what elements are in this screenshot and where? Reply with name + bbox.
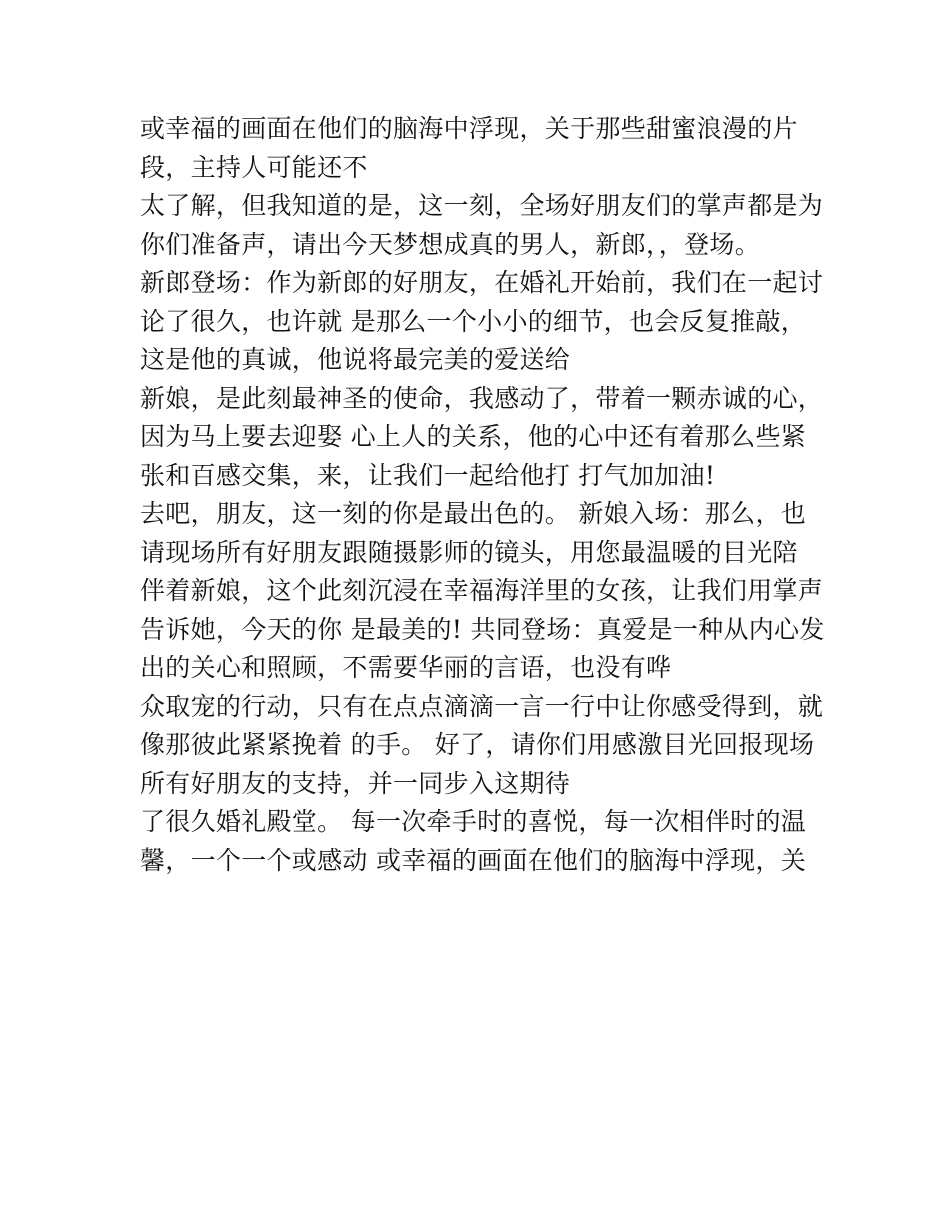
text-line: 像那彼此紧紧挽着 的手。 好了，请你们用感激目光回报现场 (140, 730, 815, 759)
text-line: 新郎登场：作为新郎的好朋友，在婚礼开始前，我们在一起讨 (140, 268, 824, 297)
text-line: 或幸福的画面在他们的脑海中浮现，关于那些甜蜜浪漫的片 (140, 114, 798, 143)
text-line: 段，主持人可能还不 (140, 152, 368, 182)
text-line: 告诉她，今天的你 是最美的! 共同登场：真爱是一种从内心发 (140, 614, 825, 644)
body-text (140, 110, 840, 880)
text-line: 出的关心和照顾，不需要华丽的言语，也没有哗 (140, 653, 672, 682)
text-line: 因为马上要去迎娶 心上人的关系，他的心中还有着那么些紧 (140, 422, 807, 451)
text-line: 了很久婚礼殿堂。 每一次牵手时的喜悦，每一次相伴时的温 (140, 807, 807, 836)
text-line: 所有好朋友的支持，并一同步入这期待 (140, 768, 571, 798)
text-line: 论了很久，也许就 是那么一个小小的细节，也会反复推敲， (140, 306, 807, 336)
text-line: 去吧，朋友，这一刻的你是最出色的。 新娘入场：那么，也 (140, 499, 807, 528)
text-line: 馨，一个一个或感动 或幸福的画面在他们的脑海中浮现，关 (140, 845, 807, 875)
text-line: 这是他的真诚，他说将最完美的爱送给 (140, 345, 571, 374)
text-line: 新娘，是此刻最神圣的使命，我感动了，带着一颗赤诚的心， (140, 383, 824, 413)
text-line: 伴着新娘，这个此刻沉浸在幸福海洋里的女孩，让我们用掌声 (140, 576, 824, 605)
text-line: 张和百感交集，来，让我们一起给他打 打气加加油! (140, 460, 716, 490)
text-line: 你们准备声，请出今天梦想成真的男人，新郎，，登场。 (140, 229, 761, 259)
text-line: 众取宠的行动，只有在点点滴滴一言一行中让你感受得到，就 (140, 691, 824, 721)
text-line: 请现场所有好朋友跟随摄影师的镜头，用您最温暖的目光陪 (140, 537, 798, 567)
text-line: 太了解，但我知道的是，这一刻，全场好朋友们的掌声都是为 (140, 191, 824, 220)
